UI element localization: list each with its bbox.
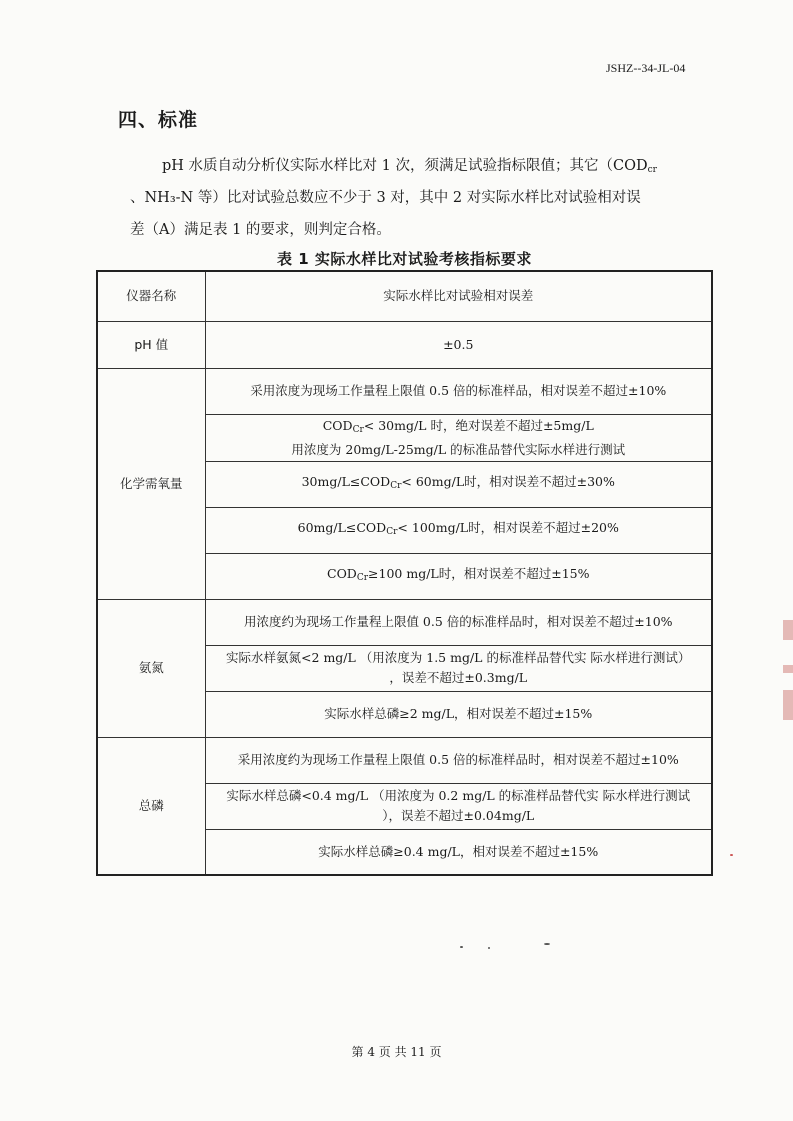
red-stamp-edge-mark (783, 690, 793, 720)
scan-speck (460, 946, 463, 948)
tp-criterion-2: 实际水样总磷<0.4 mg/L （用浓度为 0.2 mg/L 的标准样品替代实 际水样进行测试 ），误差不超过±0.04mg/L (205, 783, 712, 829)
nh3-criterion-1: 用浓度约为现场工作量程上限值 0.5 倍的标准样品时，相对误差不超过±10% (205, 599, 712, 645)
red-stamp-edge-mark (783, 665, 793, 673)
cod-criterion-1: 采用浓度为现场工作量程上限值 0.5 倍的标准样品，相对误差不超过±10% (205, 368, 712, 414)
header-error: 实际水样比对试验相对误差 (205, 271, 712, 321)
table-row-nh3-1 (97, 599, 712, 645)
tp-name: 总磷 (97, 737, 205, 875)
spec-table (96, 270, 713, 876)
cod-criterion-5: $COD_{Cr}\ge 100$ mg/L时，相对误差不超过±15% (205, 553, 712, 599)
red-stamp-edge-mark (783, 620, 793, 640)
table-row-cod-1 (97, 368, 712, 414)
scan-speck (730, 854, 733, 856)
page-number: 第 4 页 共 11 页 (351, 1045, 442, 1059)
header-instrument: 仪器名称 (97, 271, 205, 321)
scan-speck (544, 943, 550, 945)
table-row-tp-1 (97, 737, 712, 783)
table-header-row (97, 271, 712, 321)
paragraph-line-2: 、NH₃-N 等）比对试验总数应不少于 3 对，其中 2 对实际水样比对试验相对误 (130, 190, 641, 206)
paragraph-line-3: 差（A）满足表 1 的要求，则判定合格。 (130, 222, 391, 238)
ph-name: pH 值 (97, 321, 205, 368)
section-heading: 四、标准 (118, 109, 199, 131)
ph-value: ±0.5 (205, 321, 712, 368)
table-caption: 表 1 实际水样比对试验考核指标要求 (277, 250, 532, 268)
paragraph-line-1: pH 水质自动分析仪实际水样比对 1 次，须满足试验指标限值；其它（$COD_{cr}$ (162, 158, 657, 175)
cod-criterion-3: $30mg/L\le COD_{Cr}< 60mg/L$时，相对误差不超过±30% (205, 461, 712, 507)
cod-name: 化学需氧量 (97, 368, 205, 599)
tp-criterion-3: 实际水样总磷≥0.4 mg/L，相对误差不超过±15% (205, 829, 712, 875)
document-code: JSHZ--34-JL-04 (606, 61, 686, 75)
cod-criterion-4: $60mg/L\le COD_{Cr}< 100mg/L$时，相对误差不超过±20% (205, 507, 712, 553)
tp-criterion-1: 采用浓度约为现场工作量程上限值 0.5 倍的标准样品时，相对误差不超过±10% (205, 737, 712, 783)
nh3-criterion-3: 实际水样总磷≥2 mg/L，相对误差不超过±15% (205, 691, 712, 737)
table-row-ph (97, 321, 712, 368)
nh3-criterion-2: 实际水样氨氮<2 mg/L （用浓度为 1.5 mg/L 的标准样品替代实 际水样进行测试） ，误差不超过±0.3mg/L (205, 645, 712, 691)
cod-criterion-2: $COD_{Cr}< 30mg/L$ 时，绝对误差不超过±5mg/L 用浓度为 20mg/L-25mg/L 的标准品替代实际水样进行测试 (205, 414, 712, 461)
nh3-name: 氨氮 (97, 599, 205, 737)
scan-speck (488, 947, 490, 949)
